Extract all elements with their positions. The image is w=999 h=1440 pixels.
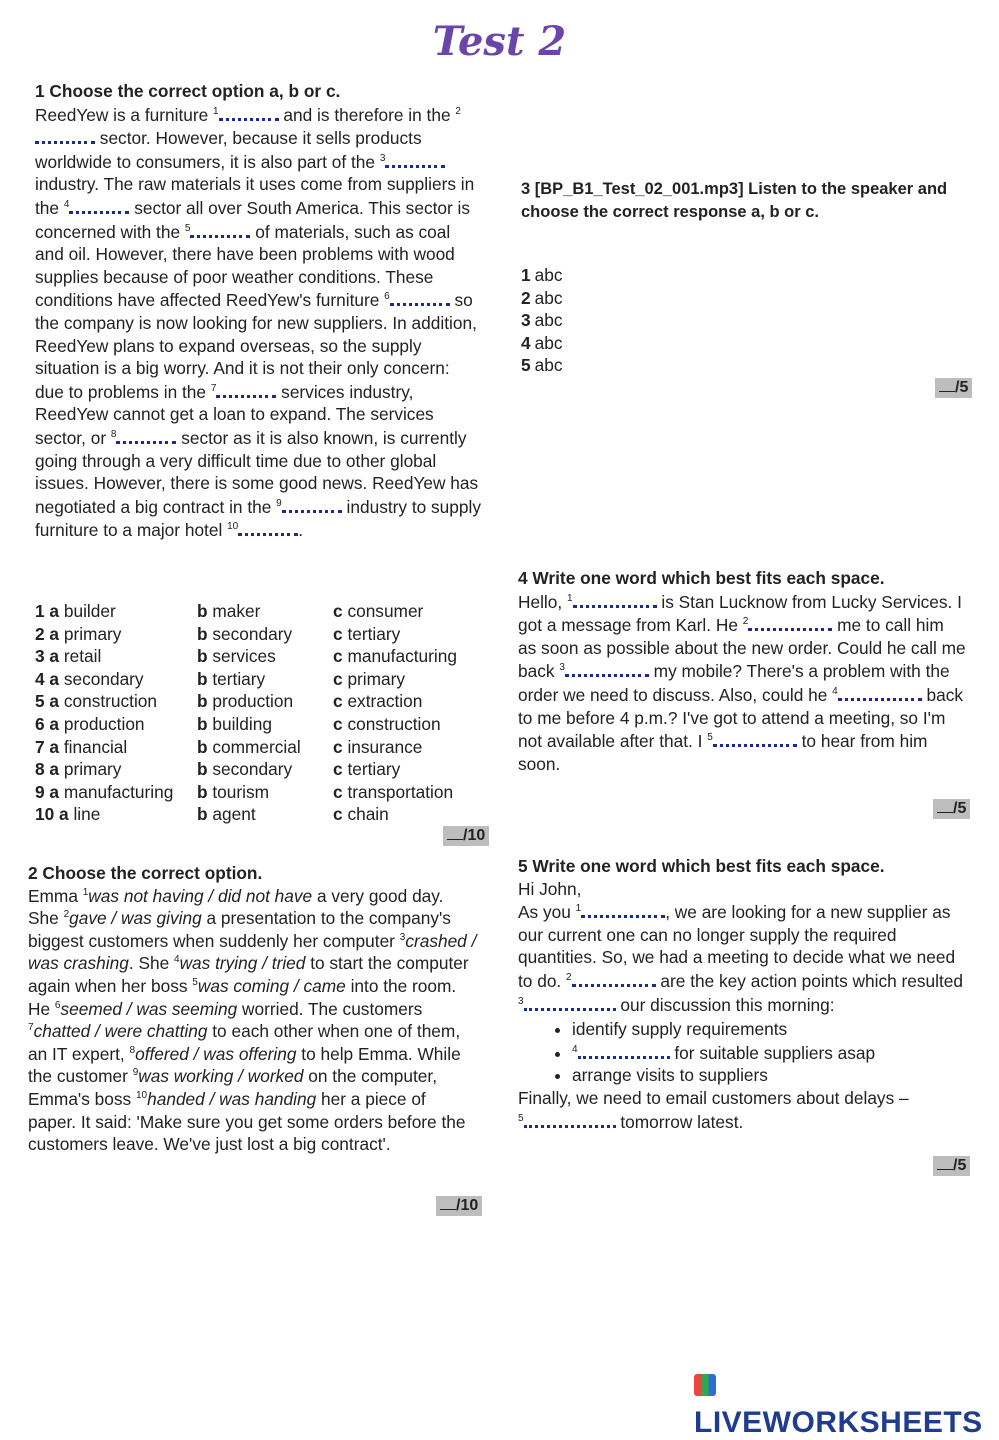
gap-1-4[interactable] <box>69 196 129 214</box>
option-b[interactable]: b commercial <box>197 736 301 757</box>
answer-a[interactable]: a <box>534 265 545 285</box>
section-2 <box>28 862 478 1156</box>
choice-2-2[interactable]: gave / was giving <box>69 908 202 929</box>
answer-row: 4 a b c <box>521 332 563 353</box>
section-5-heading: 5 Write one word which best fits each space. <box>518 856 885 876</box>
option-b[interactable]: b production <box>197 691 294 712</box>
answer-a[interactable]: a <box>534 332 545 353</box>
choice-2-7[interactable]: chatted / were chatting <box>33 1021 208 1042</box>
answer-c[interactable]: c <box>553 265 563 285</box>
gap-1-5[interactable] <box>190 220 250 238</box>
choice-2-4[interactable]: was trying / tried <box>179 953 306 974</box>
answer-row: 2 a b c <box>521 287 563 308</box>
option-c[interactable]: c consumer <box>333 601 424 621</box>
option-b[interactable]: b secondary <box>197 759 293 780</box>
list-item: • arrange visits to suppliers <box>572 1064 966 1087</box>
option-row <box>35 713 457 736</box>
option-a[interactable]: 10 a line <box>35 804 101 825</box>
choice-2-3[interactable]: crashed / was crashing <box>28 930 477 974</box>
logo-icon <box>694 1374 716 1396</box>
option-a[interactable]: 9 a manufacturing <box>35 781 174 802</box>
option-c[interactable]: c insurance <box>333 736 423 757</box>
option-a[interactable]: 4 a secondary <box>35 668 144 689</box>
gap-4-2[interactable] <box>748 613 832 631</box>
answer-c[interactable]: c <box>553 355 563 376</box>
option-a[interactable]: 2 a primary <box>35 623 122 644</box>
option-row <box>35 623 457 646</box>
gap-1-9[interactable] <box>282 495 342 513</box>
section-3-score: /5 <box>935 378 972 398</box>
section-5-score: /5 <box>933 1156 970 1176</box>
choice-2-5[interactable]: was coming / came <box>197 975 346 996</box>
choice-2-10[interactable]: handed / was handing <box>147 1088 317 1109</box>
gap-4-5[interactable] <box>713 729 797 747</box>
answer-a[interactable]: a <box>534 355 545 376</box>
section-5-greeting: Hi John, <box>518 878 582 899</box>
answer-b[interactable]: b <box>544 310 554 331</box>
section-3 <box>521 178 951 223</box>
gap-1-1[interactable] <box>219 103 279 121</box>
section-4 <box>518 567 966 775</box>
answer-c[interactable]: c <box>553 332 563 353</box>
section-2-text: Emma $^1$was not having / did not have a very good day. She $^2$gave / was giving a presentation to the company's biggest customers when suddenly her computer $^3$crashed / was crashing. She $^4$was trying / tried to start the computer again when her boss $^5$was coming / came into the room. He $^6$seemed / was seeming worried. The customers $^7$chatted / were chatting to each other when one of them, an IT expert, $^8$offered / was offering to help Emma. While the customer $^9$was working / worked on the computer, Emma's boss $^{10}$handed / was handing her a piece of paper. It said: 'Make sure you get some orders before the customers leave. We've just lost a big contract'. <box>28 885 477 1155</box>
option-b[interactable]: b tertiary <box>197 668 266 689</box>
answer-c[interactable]: c <box>553 287 563 308</box>
choice-2-6[interactable]: seemed / was seeming <box>60 998 238 1019</box>
option-c[interactable]: c transportation <box>333 781 454 802</box>
option-c[interactable]: c construction <box>333 713 441 734</box>
gap-4-1[interactable] <box>573 590 657 608</box>
choice-2-1[interactable]: was not having / did not have <box>88 885 313 906</box>
option-b[interactable]: b services <box>197 646 276 667</box>
choice-2-9[interactable]: was working / worked <box>138 1066 304 1087</box>
option-b[interactable]: b secondary <box>197 623 293 644</box>
answer-row: 3 a b c <box>521 310 563 331</box>
gap-5-5[interactable] <box>524 1110 616 1128</box>
section-1-text: ReedYew is a furniture $^1$ and is therefore in the $^2$ sector. However, because it sells products worldwide to consumers, it is also part of the $^3$ industry. The raw materials it uses come from suppliers in the $^4$ sector all over South America. This sector is concerned with the $^5$ of materials, such as coal and oil. However, there have been problems with wood supplies because of poor weather conditions. These conditions have affected ReedYew's furniture $^6$ so the company is now looking for new suppliers. In addition, ReedYew plans to expand overseas, so the supply situation is a big worry. And it is not their only concern: due to problems in the $^7$ services industry, ReedYew cannot get a loan to expand. The services sector, or $^8$ sector as it is also known, is currently going through a very difficult time due to other global issues. However, there is some good news. ReedYew has negotiated a big contract in the $^9$ industry to supply furniture to a major hotel $^{10}$ . <box>35 104 481 541</box>
section-1-heading: 1 Choose the correct option a, b or c. <box>35 81 341 101</box>
gap-5-4[interactable] <box>578 1041 670 1059</box>
list-item: • identify supply requirements <box>572 1018 966 1041</box>
option-row <box>35 668 457 691</box>
choice-2-8[interactable]: offered / was offering <box>135 1043 297 1064</box>
option-row <box>35 781 457 804</box>
answer-c[interactable]: c <box>553 310 563 331</box>
section-4-text: Hello, $^1$ is Stan Lucknow from Lucky Services. I got a message from Karl. He $^2$ me to call him as soon as possible about the new order. Could he call me back $^3$ my mobile? There's a problem with the order we need to discuss. Also, could he $^4$ back to me before 4 p.m.? I've got to attend a meeting, so I'm not available after that. I $^5$ to hear from him soon. <box>518 591 966 774</box>
gap-5-1[interactable] <box>581 900 665 918</box>
action-points-list <box>518 1018 966 1087</box>
gap-1-8[interactable] <box>116 426 176 444</box>
option-c[interactable]: c tertiary <box>333 759 401 780</box>
answer-a[interactable]: a <box>534 310 545 331</box>
gap-4-3[interactable] <box>565 659 649 677</box>
option-a[interactable]: 1 a builder <box>35 601 116 621</box>
option-row <box>35 690 457 713</box>
section-5-text: As you $^1$ , we are looking for a new supplier as our current one can no longer supply the required quantities. So, we had a meeting to decide what we need to do. $^2$ are the key action points which resulted $^3$ our discussion this morning: <box>518 902 964 1015</box>
option-a[interactable]: 3 a retail <box>35 646 102 667</box>
gap-1-6[interactable] <box>390 288 450 306</box>
section-5-final: Finally, we need to email customers about delays – $^5$ tomorrow latest. <box>518 1087 909 1132</box>
section-4-heading: 4 Write one word which best fits each space. <box>518 568 885 588</box>
gap-1-3[interactable] <box>385 150 445 168</box>
option-row <box>35 645 457 668</box>
section-1-score: /10 <box>443 826 489 846</box>
gap-5-2[interactable] <box>572 969 656 987</box>
answer-a[interactable]: a <box>534 287 545 308</box>
option-c[interactable]: c tertiary <box>333 623 401 644</box>
option-c[interactable]: c primary <box>333 668 406 689</box>
answer-b[interactable]: b <box>544 355 554 376</box>
answer-b[interactable]: b <box>544 332 554 353</box>
option-row <box>35 758 457 781</box>
section-1 <box>35 80 483 542</box>
gap-1-2[interactable] <box>35 126 95 144</box>
option-c[interactable]: c extraction <box>333 691 423 712</box>
section-3-heading: 3 [BP_B1_Test_02_001.mp3] Listen to the speaker and choose the correct response a, b or c. <box>521 180 948 221</box>
section-4-score: /5 <box>933 799 970 819</box>
gap-4-4[interactable] <box>838 683 922 701</box>
option-b[interactable]: b maker <box>197 601 261 621</box>
option-b[interactable]: b building <box>197 713 272 734</box>
option-a[interactable]: 5 a construction <box>35 691 158 712</box>
option-a[interactable]: 7 a financial <box>35 736 128 757</box>
section-2-heading: 2 Choose the correct option. <box>28 863 263 883</box>
page-title: Test 2 <box>432 18 567 65</box>
gap-1-7[interactable] <box>216 380 276 398</box>
option-a[interactable]: 6 a production <box>35 713 145 734</box>
gap-1-10[interactable] <box>238 518 298 536</box>
answer-row: 1 a b c <box>521 265 563 285</box>
answer-b[interactable]: b <box>544 287 554 308</box>
section-2-score: /10 <box>436 1196 482 1216</box>
option-c[interactable]: c manufacturing <box>333 646 457 667</box>
option-b[interactable]: b agent <box>197 804 256 825</box>
answer-b[interactable]: b <box>544 265 554 285</box>
list-item: • $^4$ for suitable suppliers asap <box>572 1041 966 1065</box>
option-row <box>35 736 457 759</box>
liveworksheets-logo: LIVEWORKSHEETS <box>694 1372 999 1440</box>
section-1-options <box>35 600 457 826</box>
option-row <box>35 600 457 623</box>
gap-5-3[interactable] <box>524 993 616 1011</box>
option-a[interactable]: 8 a primary <box>35 759 122 780</box>
section-5 <box>518 855 966 1133</box>
option-row <box>35 803 457 826</box>
answer-row: 5 a b c <box>521 355 563 376</box>
option-b[interactable]: b tourism <box>197 781 270 802</box>
option-c[interactable]: c chain <box>333 804 389 825</box>
section-3-answers <box>521 264 563 377</box>
